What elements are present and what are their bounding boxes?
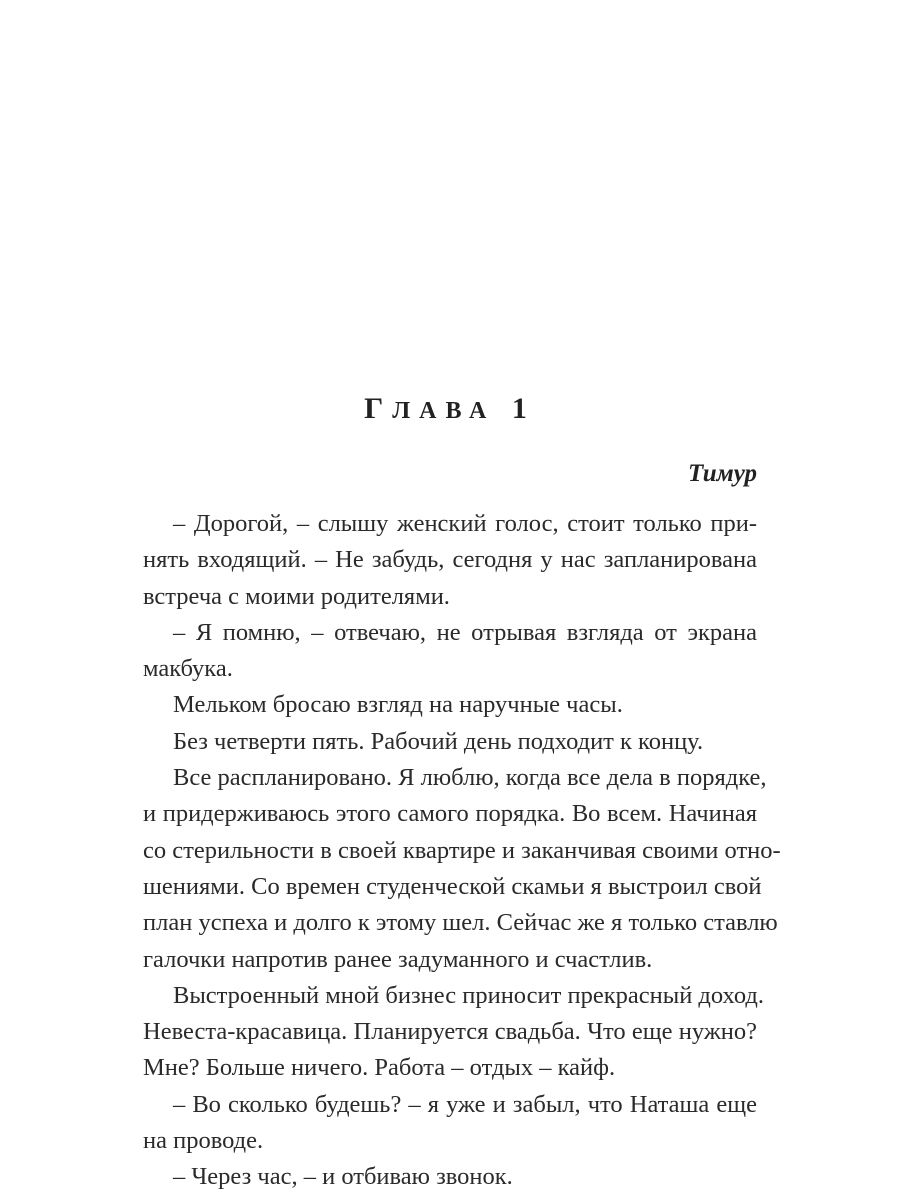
text-line: Мне? Больше ничего. Работа – отдых – кайф. — [143, 1054, 616, 1082]
text-line: со стерильности в своей квартире и заканчивая своими отно- — [143, 836, 781, 864]
body-text — [143, 506, 781, 1196]
text-line: – Дорогой, – слышу женский голос, стоит только при- — [173, 510, 757, 537]
text-line: Невеста-красавица. Планируется свадьба. Что еще нужно? — [143, 1018, 757, 1046]
text-line: Все распланировано. Я люблю, когда все дела в порядке, — [173, 764, 767, 792]
text-line: Мельком бросаю взгляд на наручные часы. — [173, 691, 623, 719]
text-line: шениями. Со времен студенческой скамьи я выстроил свой — [143, 872, 762, 900]
text-line: и придерживаюсь этого самого порядка. Во всем. Начиная — [143, 800, 757, 828]
text-line: – Во сколько будешь? – я уже и забыл, что Наташа еще — [173, 1090, 757, 1118]
text-line: галочки напротив ранее задуманного и счастлив. — [143, 945, 653, 973]
text-line: план успеха и долго к этому шел. Сейчас же я только ставлю — [143, 909, 778, 937]
text-line: Выстроенный мной бизнес приносит прекрасный доход. — [173, 981, 764, 1009]
pov-character-name: Тимур — [688, 460, 757, 487]
text-line: встреча с моими родителями. — [143, 582, 450, 610]
text-line: Без четверти пять. Рабочий день подходит к концу. — [173, 727, 704, 755]
text-line: макбука. — [143, 655, 233, 683]
text-line: нять входящий. – Не забудь, сегодня у нас запланирована — [143, 546, 757, 574]
chapter-number: 1 — [511, 392, 536, 425]
text-line: – Через час, – и отбиваю звонок. — [173, 1163, 513, 1191]
chapter-title-initial: Г — [364, 392, 393, 425]
chapter-title-rest: ЛАВА — [392, 398, 496, 424]
text-line: на проводе. — [143, 1127, 264, 1155]
text-line: – Я помню, – отвечаю, не отрывая взгляда от экрана — [173, 618, 757, 646]
chapter-title — [0, 392, 900, 426]
